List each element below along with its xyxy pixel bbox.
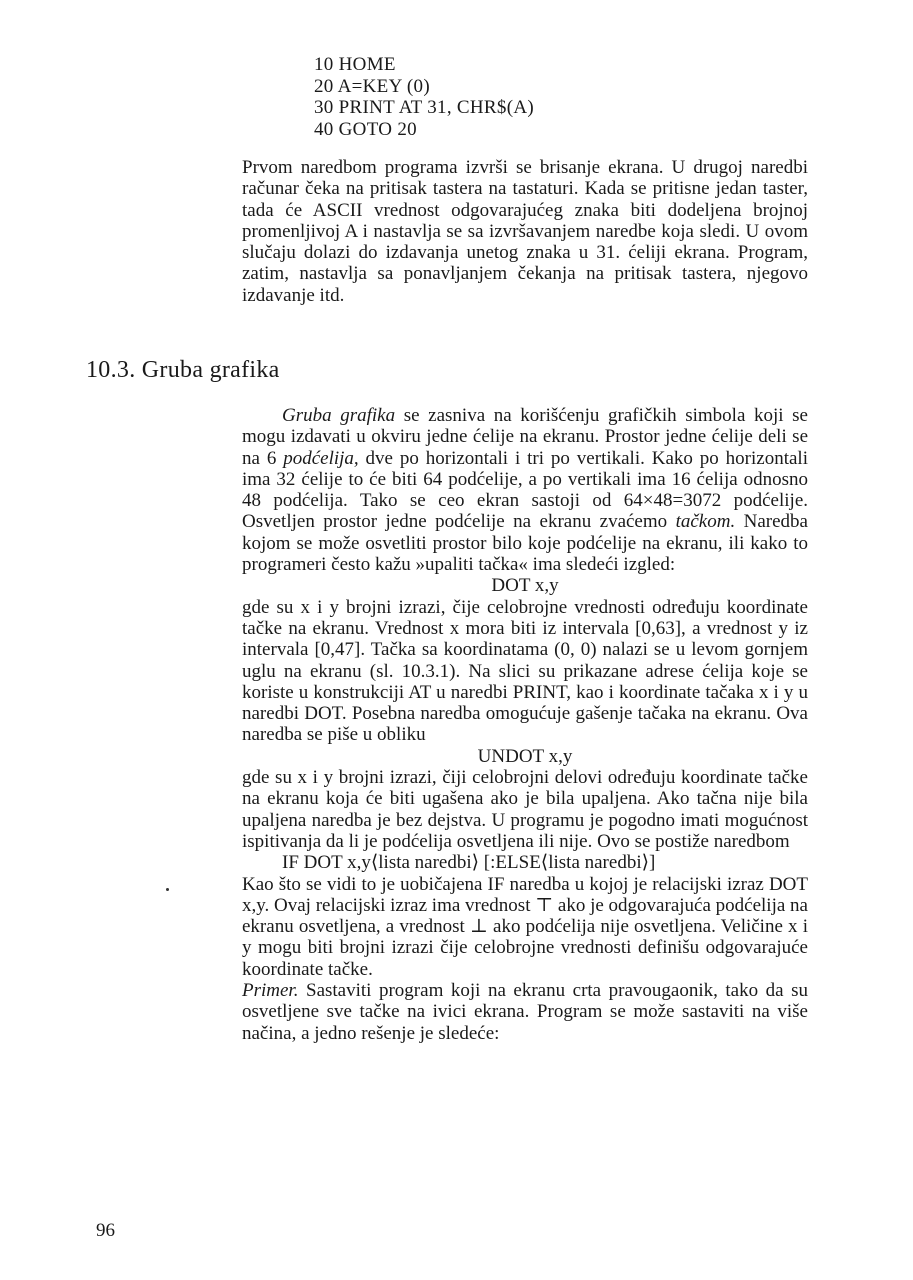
undot-syntax: UNDOT x,y: [477, 745, 573, 767]
paragraph-text: Naredba kojom se može osvetliti prostor bilo koje podćelije na ekranu, ili kako to programeri često kažu »upaliti tačka« ima sledeći izgled:: [242, 511, 808, 576]
code-line: 20 A=KEY (0): [314, 75, 430, 97]
paragraph-example: [242, 980, 808, 1044]
code-line: 10 HOME: [314, 54, 396, 75]
paragraph-dot-explanation: gde su x i y brojni izrazi, čije celobrojne vrednosti određuju koordinate tačke na ekranu. Vrednost x mora biti iz intervala [0,63], a vrednost y iz intervala [0,47]. Tačka sa koordinatama (0, 0) nalazi se u levom gornjem uglu na ekranu (sl. 10.3.1). Na slici su prikazane adrese ćelija koje se koriste u konstrukciji AT u naredbi PRINT, kao i koordinate tačaka x i y u naredbi DOT. Posebna naredba omogućuje gašenje tačaka na ekranu. Ova naredba se piše u obliku: [242, 596, 808, 746]
code-line: 30 PRINT AT 31, CHR$(A): [314, 97, 534, 118]
paragraph-undot-explanation: gde su x i y brojni izrazi, čiji celobrojni delovi određuju koordinate tačke na ekranu koja će biti ugašena ako je bila upaljena. Ako tačna nije bila upaljena naredba je bez dejstva. U programu je pogodno imati mogućnost ispitivanja da li je podćelija osvetljena ili nije. Ovo se postiže naredbom: [242, 767, 808, 852]
code-line: 40 GOTO 20: [314, 118, 417, 140]
print-speck: [166, 888, 169, 891]
page-number: 96: [96, 1220, 115, 1241]
if-dot-syntax: IF DOT x,y⟨lista naredbi⟩ [:ELSE⟨lista naredbi⟩]: [282, 852, 656, 874]
code-listing: [314, 54, 534, 140]
dot-syntax: DOT x,y: [491, 575, 559, 597]
term-podcelija: podćelija,: [283, 447, 359, 469]
paragraph-text: Sastaviti program koji na ekranu crta pravougaonik, tako da su osvetljene sve tačke na ivici ekrana. Program se može sastaviti na više načina, a jedno rešenje je sledeće:: [242, 980, 808, 1044]
paragraph-program-explanation: [242, 157, 808, 306]
section-heading: 10.3. Gruba grafika: [86, 357, 280, 383]
paragraph-text: dve po horizontali i tri po vertikali. Kako po horizontali ima 32 ćelije to će biti 64 podćelije, a po vertikali ima 16 ćelija odnosno 48 podćelija. Tako se ceo ekran sastoji od 64×48=3072 podćelije. Osvetljen prostor jedne podćelije na ekranu zvaćemo: [242, 447, 808, 533]
term-gruba-grafika: Gruba grafika: [282, 405, 396, 426]
example-label: Primer.: [242, 980, 299, 1002]
paragraph-text: Prvom naredbom programa izvrši se brisanje ekrana. U drugoj naredbi računar čeka na pritisak tastera na tastaturi. Kada se pritisne jedan taster, tada će ASCII vrednost odgovarajućeg znaka biti dodeljena brojnoj promenljivoj A i nastavlja se sa izvršavanjem naredbe koja sledi. U ovom slučaju dolazi do izdavanja unetog znaka u 31. ćeliji ekrana. Program, zatim, nastavlja sa ponavljanjem čekanja na pritisak tastera, njegovo izdavanje itd.: [242, 157, 808, 306]
paragraph-text: se zasniva na korišćenju grafičkih simbola koji se mogu izdavati u okviru jedne ćelije na ekranu. Prostor jedne ćelije deli se na 6: [242, 405, 808, 469]
paragraph-gruba-grafika: [242, 405, 808, 575]
term-tackom: tačkom.: [675, 511, 736, 533]
section-body: [242, 405, 808, 1044]
paragraph-if-explanation: Kao što se vidi to je uobičajena IF naredba u kojoj je relacijski izraz DOT x,y. Ovaj relacijski izraz ima vrednost ⊤ ako je odgovarajuća podćelija na ekranu osvetljena, a vrednost ⊥ ako podćelija nije osvetljena. Veličine x i y mogu biti brojni izrazi čije celobrojne vrednosti definišu odgovarajuće koordinate tačke.: [242, 873, 808, 980]
